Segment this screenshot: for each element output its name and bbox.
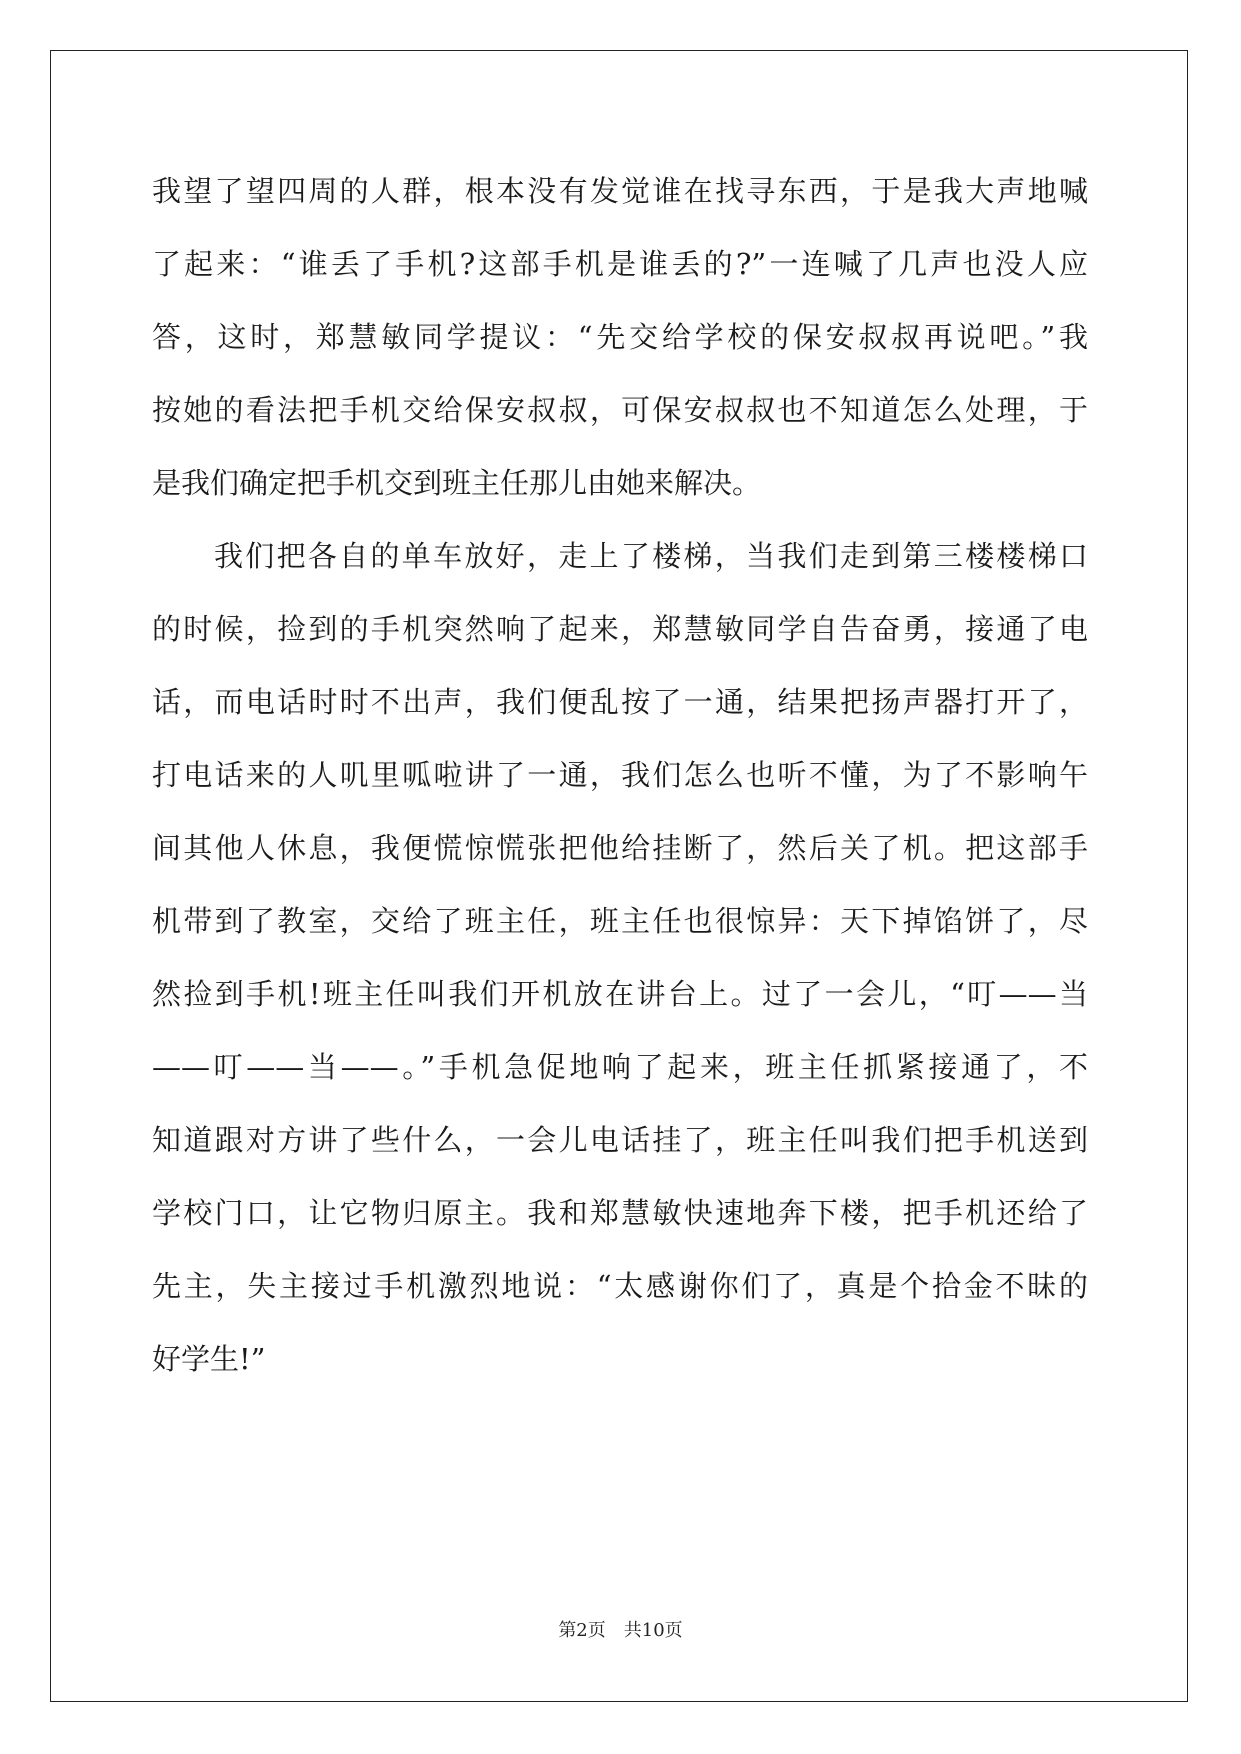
paragraph-1	[152, 155, 1088, 520]
text-line: 学校门口，让它物归原主。我和郑慧敏快速地奔下楼，把手机还给了	[152, 1196, 1088, 1230]
text-line: 然捡到手机!班主任叫我们开机放在讲台上。过了一会儿，“叮——当	[152, 977, 1088, 1011]
text-line: ——叮——当——。”手机急促地响了起来，班主任抓紧接通了，不	[152, 1050, 1088, 1084]
text-line: 打电话来的人叽里呱啦讲了一通，我们怎么也听不懂，为了不影响午	[152, 758, 1088, 792]
text-line: 是我们确定把手机交到班主任那儿由她来解决。	[152, 466, 762, 500]
text-line: 话，而电话时时不出声，我们便乱按了一通，结果把扬声器打开了，	[152, 685, 1088, 719]
text-line: 知道跟对方讲了些什么，一会儿电话挂了，班主任叫我们把手机送到	[152, 1123, 1088, 1157]
text-line: 我望了望四周的人群，根本没有发觉谁在找寻东西，于是我大声地喊	[152, 174, 1088, 208]
text-line: 我们把各自的单车放好，走上了楼梯，当我们走到第三楼楼梯口	[214, 539, 1088, 573]
page-footer	[0, 1616, 1241, 1642]
text-line: 按她的看法把手机交给保安叔叔，可保安叔叔也不知道怎么处理，于	[152, 393, 1088, 427]
page-total: 共10页	[623, 1620, 683, 1641]
text-line: 间其他人休息，我便慌惊慌张把他给挂断了，然后关了机。把这部手	[152, 831, 1088, 865]
paragraph-2	[152, 520, 1088, 1396]
document-body	[152, 155, 1088, 1396]
text-line: 先主，失主接过手机激烈地说：“太感谢你们了，真是个拾金不昧的	[152, 1269, 1088, 1303]
text-line: 了起来：“谁丢了手机?这部手机是谁丢的?”一连喊了几声也没人应	[152, 247, 1088, 281]
text-line: 的时候，捡到的手机突然响了起来，郑慧敏同学自告奋勇，接通了电	[152, 612, 1088, 646]
text-line: 答，这时，郑慧敏同学提议：“先交给学校的保安叔叔再说吧。”我	[152, 320, 1088, 354]
page-number: 第2页	[558, 1620, 606, 1641]
text-line: 好学生!”	[152, 1342, 266, 1376]
text-line: 机带到了教室，交给了班主任，班主任也很惊异：天下掉馅饼了，尽	[152, 904, 1088, 938]
